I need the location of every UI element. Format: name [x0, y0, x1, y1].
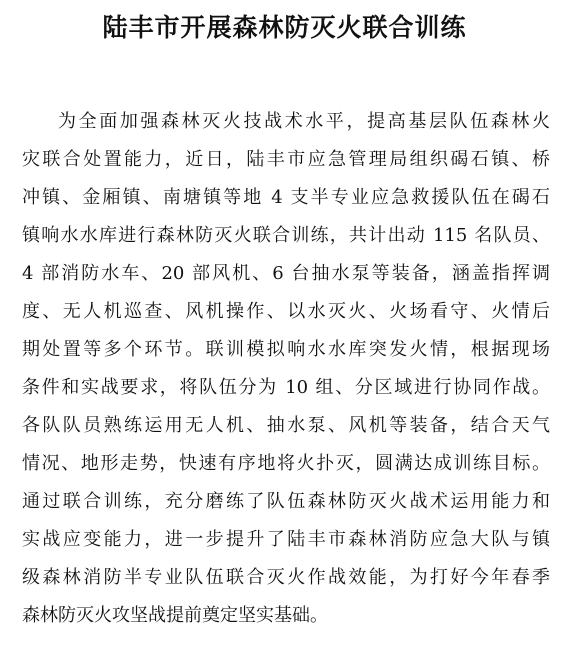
body-line: 冲镇、金厢镇、南塘镇等地 4 支半专业应急救援队伍在碣石: [22, 187, 550, 208]
body-line: 度、无人机巡查、风机操作、以水灭火、火场看守、火情后: [22, 301, 550, 322]
body-line: 级森林消防半专业队伍联合灭火作战效能，为打好今年春季: [22, 567, 550, 588]
body-line: 实战应变能力，进一步提升了陆丰市森林消防应急大队与镇: [22, 529, 550, 550]
body-line: 条件和实战要求，将队伍分为 10 组、分区域进行协同作战。: [22, 377, 550, 398]
body-line: 镇响水水库进行森林防灭火联合训练，共计出动 115 名队员、: [22, 225, 550, 246]
body-line: 情况、地形走势，快速有序地将火扑灭，圆满达成训练目标。: [22, 453, 550, 474]
body-line: 各队队员熟练运用无人机、抽水泵、风机等装备，结合天气: [22, 415, 550, 436]
body-line: 灾联合处置能力，近日，陆丰市应急管理局组织碣石镇、桥: [22, 149, 550, 170]
article-body: [22, 103, 550, 635]
body-line: 为全面加强森林灭火技战术水平，提高基层队伍森林火: [58, 111, 550, 132]
body-line: 期处置等多个环节。联训模拟响水水库突发火情，根据现场: [22, 339, 550, 360]
article-title: 陆丰市开展森林防灭火联合训练: [102, 13, 467, 42]
body-line: 通过联合训练，充分磨练了队伍森林防灭火战术运用能力和: [22, 491, 550, 512]
body-line: 4 部消防水车、20 部风机、6 台抽水泵等装备，涵盖指挥调: [22, 263, 550, 284]
body-line: 森林防灭火攻坚战提前奠定坚实基础。: [22, 605, 328, 626]
